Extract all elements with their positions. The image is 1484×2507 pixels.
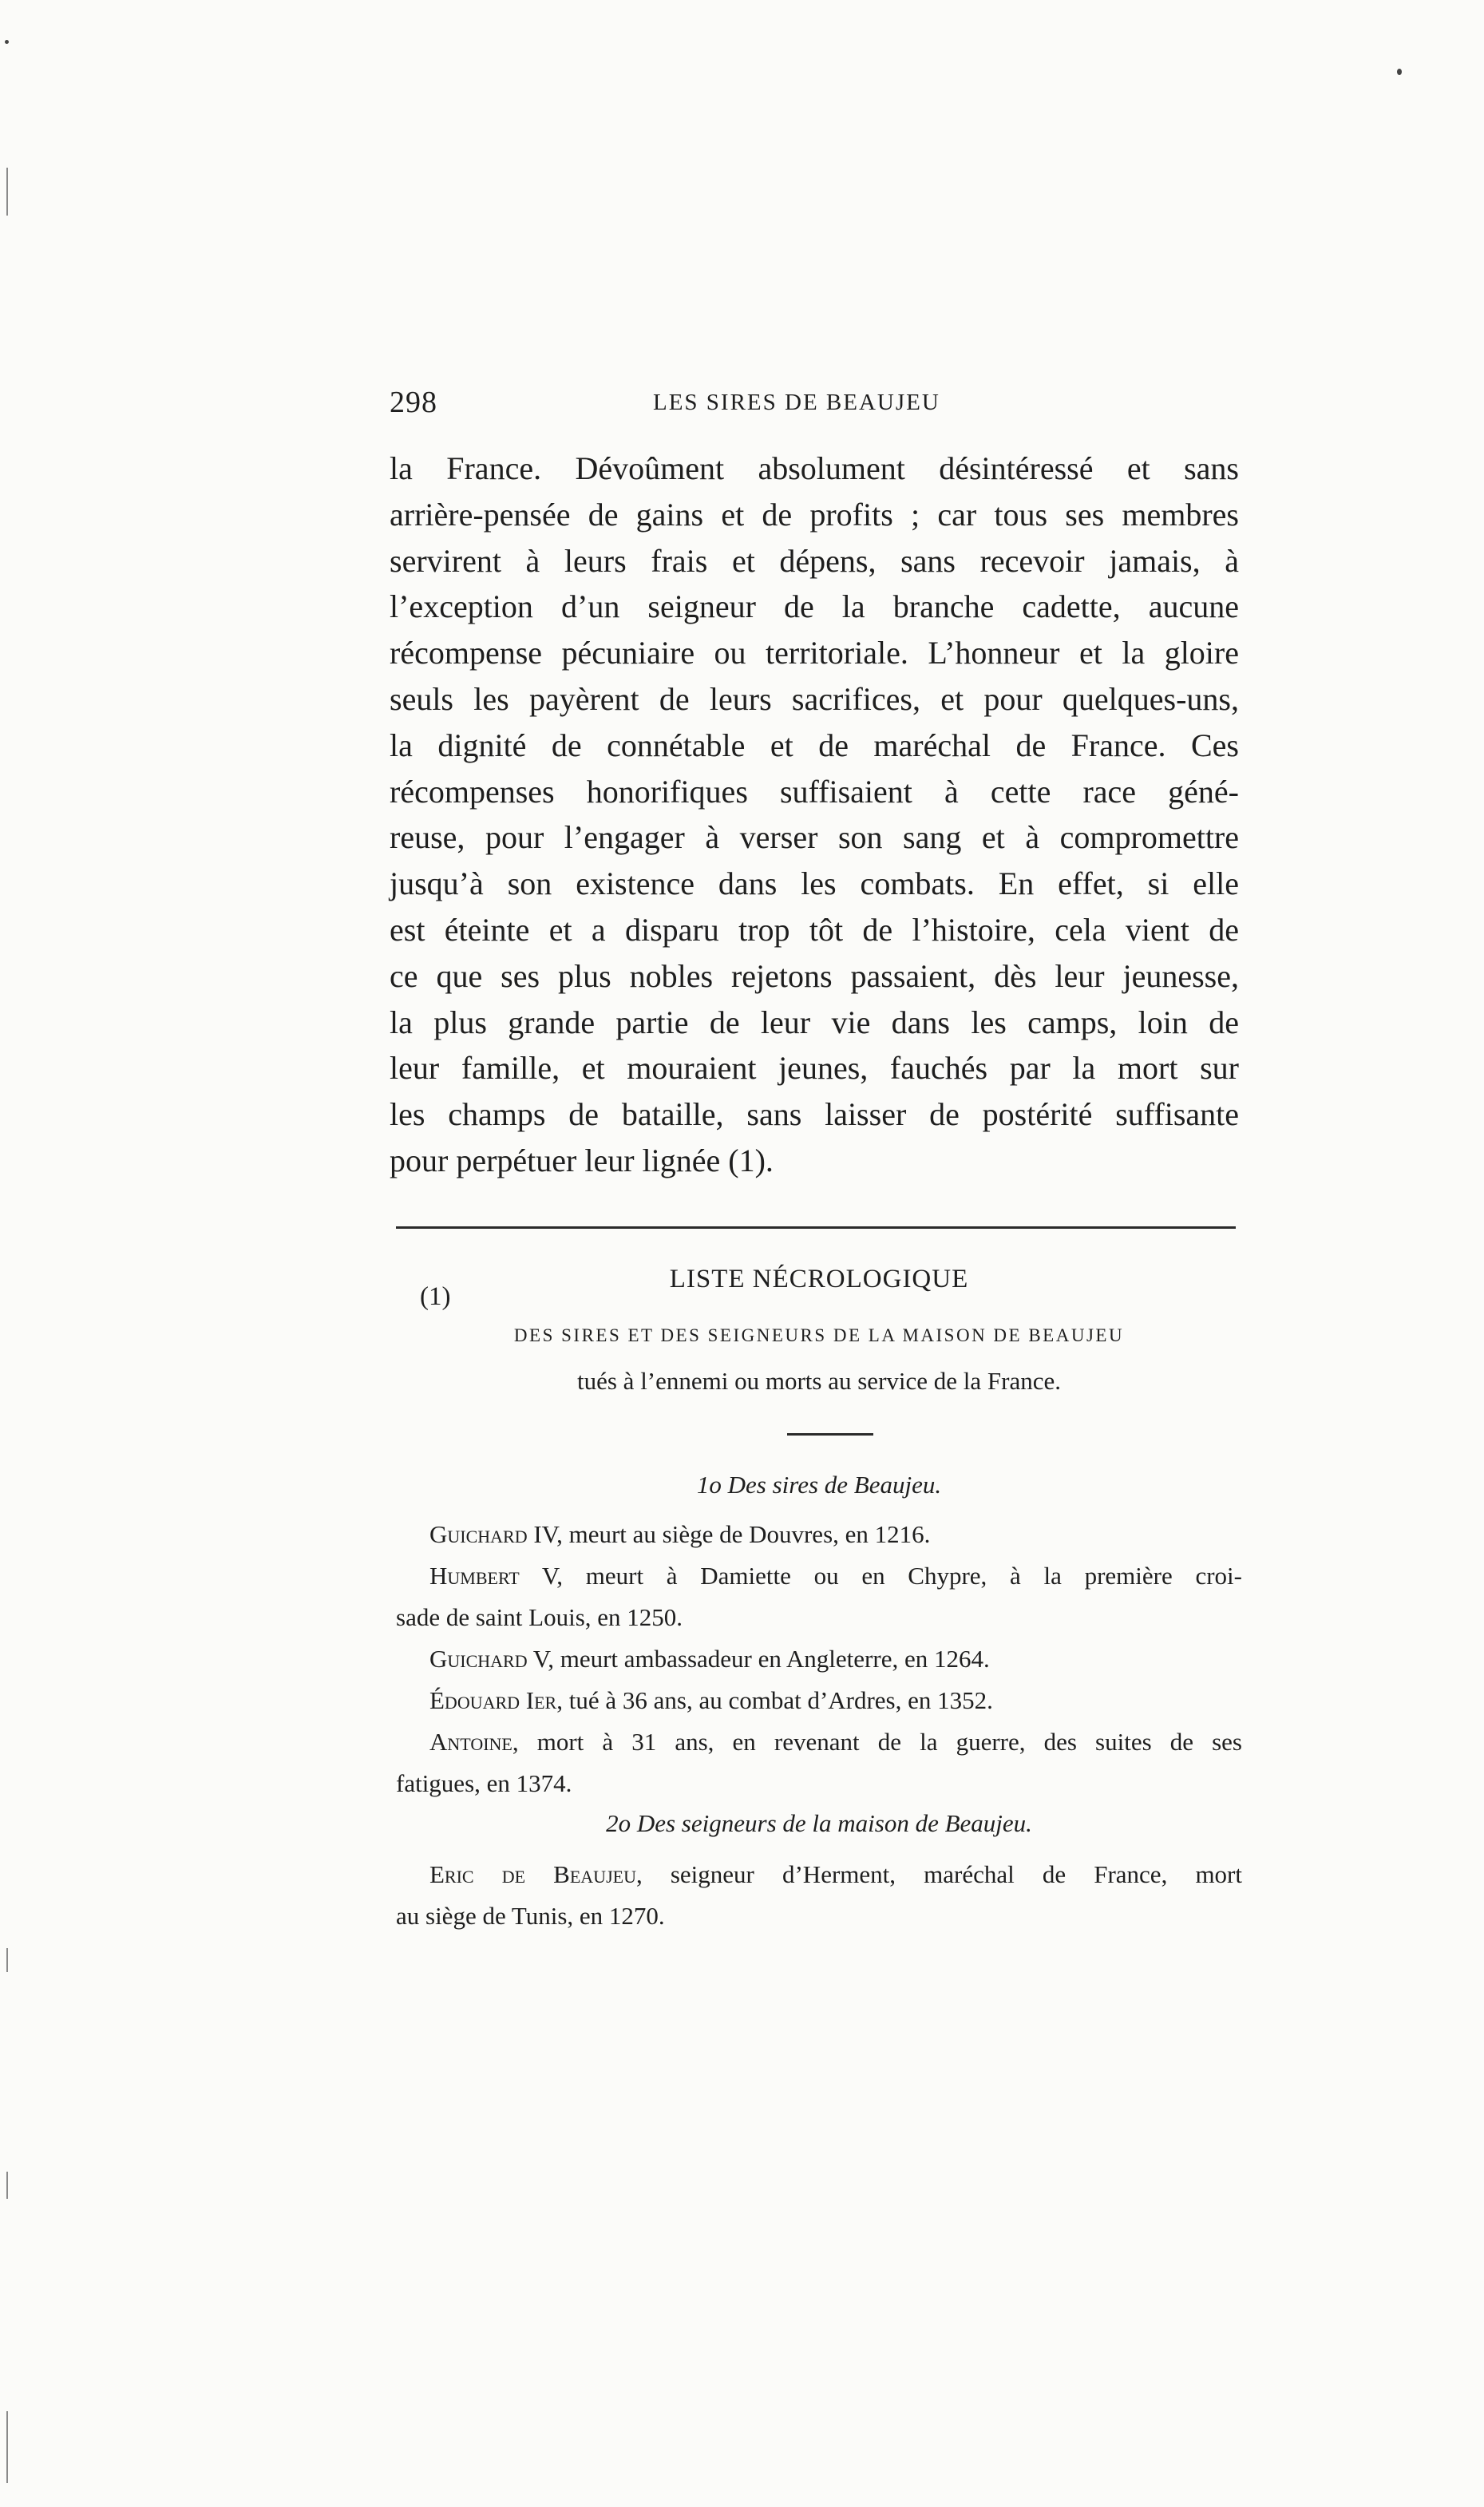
body-line: arrière-pensée de gains et de profits ; car tous ses membres <box>390 496 1239 533</box>
footnote-number: (1) <box>420 1282 451 1311</box>
entry-text: mort à 31 ans, en revenant de la guerre, des suites de ses <box>536 1728 1243 1756</box>
entry-text: meurt à Damiette ou en Chypre, à la première croi- <box>585 1562 1242 1590</box>
entry-text: meurt ambassadeur en Angleterre, en 1264. <box>560 1645 990 1673</box>
body-line: seuls les payèrent de leurs sacrifices, et pour quelques-uns, <box>390 680 1239 717</box>
entry-text: sade de saint Louis, en 1250. <box>396 1603 683 1631</box>
entry-list <box>396 1854 1242 1937</box>
body-line: récompenses honorifiques suffisaient à cette race géné- <box>390 773 1239 810</box>
scan-edge-mark <box>6 1948 8 1972</box>
scan-edge-mark <box>6 2172 8 2199</box>
body-line: pour perpétuer leur lignée (1). <box>390 1142 774 1178</box>
list-item <box>396 1721 1242 1804</box>
body-line: est éteinte et a disparu trop tôt de l’histoire, cela vient de <box>390 911 1239 948</box>
entry-name: Antoine, <box>429 1728 519 1756</box>
list-item <box>396 1555 1242 1638</box>
list-item <box>396 1854 1242 1937</box>
section-heading: 1o Des sires de Beaujeu. <box>696 1471 942 1499</box>
entry-text: tué à 36 ans, au combat d’Ardres, en 1352. <box>568 1686 993 1714</box>
footnote-separator-rule <box>396 1226 1236 1229</box>
scan-edge-mark <box>6 2411 8 2483</box>
entry-list <box>396 1514 1242 1804</box>
list-item <box>396 1514 1242 1555</box>
body-line: ce que ses plus nobles rejetons passaient, dès leur jeunesse, <box>390 957 1239 994</box>
footnote-short-rule <box>787 1433 873 1436</box>
body-paragraph <box>390 446 1239 1184</box>
entry-name: Édouard Ier, <box>429 1686 563 1714</box>
entry-text: fatigues, en 1374. <box>396 1769 572 1797</box>
body-line: servirent à leurs frais et dépens, sans recevoir jamais, à <box>390 542 1239 579</box>
body-line: la France. Dévoûment absolument désintéressé et sans <box>390 450 1239 486</box>
body-line: jusqu’à son existence dans les combats. En effet, si elle <box>390 865 1239 902</box>
page-number: 298 <box>390 386 437 419</box>
body-line: les champs de bataille, sans laisser de postérité suffisante <box>390 1096 1239 1133</box>
entry-text: seigneur d’Herment, maréchal de France, mort <box>670 1860 1242 1888</box>
entry-text: au siège de Tunis, en 1270. <box>396 1902 665 1930</box>
body-line: leur famille, et mouraient jeunes, fauchés par la mort sur <box>390 1050 1239 1087</box>
scan-edge-mark <box>6 168 8 216</box>
section-heading: 2o Des seigneurs de la maison de Beaujeu. <box>606 1809 1032 1837</box>
scan-speck <box>5 40 9 44</box>
entry-name: Eric de Beaujeu, <box>429 1860 643 1888</box>
list-item <box>396 1680 1242 1721</box>
body-line: la plus grande partie de leur vie dans les camps, loin de <box>390 1004 1239 1040</box>
body-line: la dignité de connétable et de maréchal de France. Ces <box>390 727 1239 763</box>
running-header <box>390 385 1239 433</box>
body-line: reuse, pour l’engager à verser son sang et à compromettre <box>390 819 1239 856</box>
list-item <box>396 1638 1242 1680</box>
footnote-subtitle-secondary: tués à l’ennemi ou morts au service de la France. <box>577 1367 1061 1395</box>
body-line: récompense pécuniaire ou territoriale. L’honneur et la gloire <box>390 635 1239 671</box>
entry-name: Humbert V, <box>429 1562 564 1590</box>
footnote-title: LISTE NÉCROLOGIQUE <box>669 1265 969 1293</box>
scan-speck <box>1397 69 1402 75</box>
body-line: l’exception d’un seigneur de la branche cadette, aucune <box>390 588 1239 625</box>
running-title: LES SIRES DE BEAUJEU <box>653 390 940 415</box>
entry-text: meurt au siège de Douvres, en 1216. <box>568 1520 931 1548</box>
footnote-subtitle: DES SIRES ET DES SEIGNEURS DE LA MAISON DE BEAUJEU <box>513 1325 1125 1345</box>
entry-name: Guichard IV, <box>429 1520 563 1548</box>
entry-name: Guichard V, <box>429 1645 554 1673</box>
